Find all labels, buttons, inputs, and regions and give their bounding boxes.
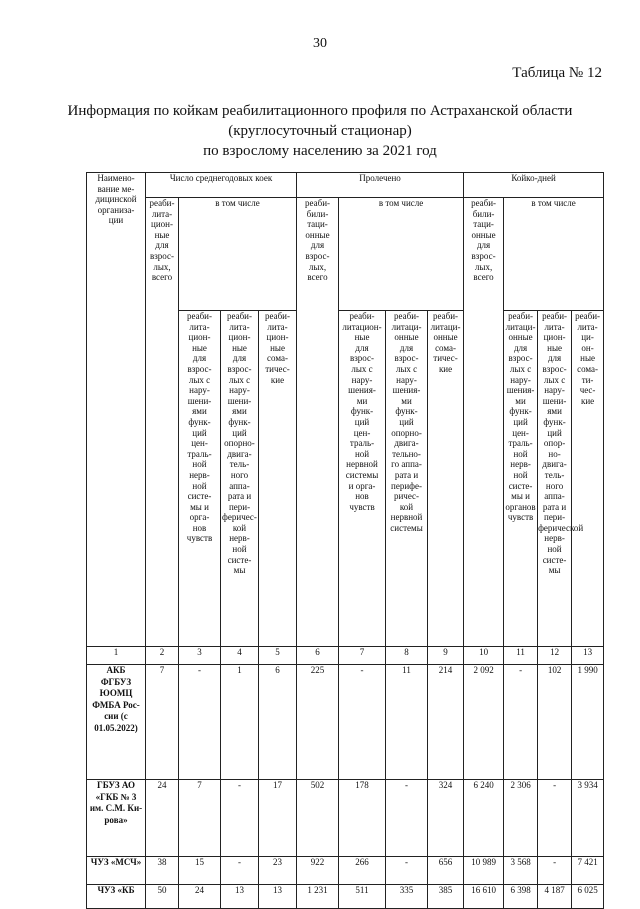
text-line: Наимено- xyxy=(97,173,135,183)
cell-value: 23 xyxy=(259,857,297,885)
cell-value: 24 xyxy=(179,885,221,909)
text-line: взрос- xyxy=(305,250,330,261)
cell-value: - xyxy=(538,857,572,885)
text-line: цион- xyxy=(543,332,566,343)
text-line: тaци- xyxy=(307,219,328,230)
bed-days-total-header xyxy=(464,198,504,647)
cell-value: 7 421 xyxy=(572,857,604,885)
text-line: тичес- xyxy=(265,363,290,374)
text-line: для xyxy=(476,240,491,251)
beds-musculoskeletal-header xyxy=(221,311,259,647)
text-line: функ- xyxy=(228,416,251,427)
text-line: мы и xyxy=(511,491,530,502)
cell-value: 15 xyxy=(179,857,221,885)
text-line: траль- xyxy=(508,438,533,449)
text-line: аппа- xyxy=(544,491,565,502)
text-line: «ГКБ № 3 xyxy=(95,791,137,802)
text-line: вание ме- xyxy=(97,183,135,194)
text-line: взрос- xyxy=(227,363,252,374)
text-line: литa- xyxy=(267,321,288,332)
treated-musculoskeletal-header xyxy=(386,311,428,647)
text-line: ции xyxy=(108,215,124,226)
text-line: всего xyxy=(473,272,494,283)
text-line: ти- xyxy=(581,374,594,385)
text-line: чес- xyxy=(579,385,596,396)
cell-value: 10 989 xyxy=(464,857,504,885)
text-line: нервной xyxy=(390,512,423,523)
cell-value: 656 xyxy=(428,857,464,885)
column-number: 1 xyxy=(87,647,146,665)
cell-value: 3 934 xyxy=(572,780,604,857)
text-line: реаби- xyxy=(542,311,568,321)
text-line: тичес- xyxy=(433,353,458,364)
text-line: ной xyxy=(513,448,528,459)
text-line: нерв- xyxy=(510,459,531,470)
text-line: шени- xyxy=(187,395,212,406)
text-line: нару- xyxy=(510,374,531,385)
text-line: лых с xyxy=(509,363,532,374)
text-line: литaци- xyxy=(430,321,461,332)
group-header-bed-days: Койко-дней xyxy=(464,173,604,198)
text-line: литaци- xyxy=(391,321,422,332)
text-line: тельно- xyxy=(392,448,421,459)
table-row xyxy=(87,857,604,885)
text-line: нару- xyxy=(396,374,417,385)
cell-value: 922 xyxy=(297,857,339,885)
table-row xyxy=(87,780,604,857)
text-line: ций xyxy=(232,427,247,438)
text-line: цион- xyxy=(151,219,173,230)
text-line: системы xyxy=(390,522,423,533)
text-line: взрос- xyxy=(471,250,496,261)
text-line: реаби- xyxy=(575,311,601,321)
text-line: лых с xyxy=(543,374,566,385)
text-line: для xyxy=(513,342,528,353)
cell-value: 1 231 xyxy=(297,885,339,909)
text-line: аппа- xyxy=(229,480,250,491)
beds-cns-header xyxy=(179,311,221,647)
text-line: взрос- xyxy=(394,353,419,364)
cell-value: 102 xyxy=(538,665,572,780)
text-line: опорно- xyxy=(224,438,255,449)
text-line: кие xyxy=(438,363,453,374)
column-number: 9 xyxy=(428,647,464,665)
cell-value: 2 092 xyxy=(464,665,504,780)
text-line: функ- xyxy=(395,406,418,417)
title-line: (круглосуточный стационар) xyxy=(228,123,412,139)
text-line: шения- xyxy=(348,385,376,396)
text-line: двига- xyxy=(227,448,252,459)
text-line: ной xyxy=(232,544,247,555)
treated-total-header xyxy=(297,198,339,647)
text-line: цион- xyxy=(228,332,251,343)
text-line: мы xyxy=(233,565,246,576)
text-line: феричес- xyxy=(222,512,257,523)
text-line: литa- xyxy=(577,321,598,332)
text-line: ями xyxy=(547,406,562,417)
text-line: ные xyxy=(192,342,207,353)
table-row xyxy=(87,665,604,780)
text-line: лых, xyxy=(308,261,327,272)
cell-value: 335 xyxy=(386,885,428,909)
text-line: взрос- xyxy=(187,363,212,374)
text-line: литa- xyxy=(151,208,173,219)
column-number: 11 xyxy=(504,647,538,665)
text-line: литa- xyxy=(544,321,565,332)
text-line: ми xyxy=(356,395,368,406)
text-line: го аппа- xyxy=(391,459,422,470)
text-line: шения- xyxy=(506,385,535,396)
text-line: ричес- xyxy=(393,491,420,502)
text-line: чувств xyxy=(507,512,534,523)
cell-value: 38 xyxy=(146,857,179,885)
cell-value: - xyxy=(221,857,259,885)
cell-value: - xyxy=(386,780,428,857)
cell-value: 1 990 xyxy=(572,665,604,780)
text-line: АКБ xyxy=(106,665,126,675)
cell-value: 385 xyxy=(428,885,464,909)
text-line: и орга- xyxy=(348,480,376,491)
treated-somatic-header xyxy=(428,311,464,647)
text-line: 01.05.2022) xyxy=(94,722,138,733)
bed-days-somatic-header xyxy=(572,311,604,647)
text-line: ные xyxy=(270,342,285,353)
page-number: 30 xyxy=(313,36,327,51)
cell-value: 2 306 xyxy=(504,780,538,857)
cell-value: - xyxy=(179,665,221,780)
text-line: рата и xyxy=(394,469,419,480)
cell-value: 24 xyxy=(146,780,179,857)
text-line: нов xyxy=(355,491,369,502)
text-line: шени- xyxy=(542,395,567,406)
column-number: 8 xyxy=(386,647,428,665)
text-line: били- xyxy=(472,208,495,219)
text-line: органов xyxy=(505,501,536,512)
text-line: ций xyxy=(513,416,528,427)
cell-value: 4 187 xyxy=(538,885,572,909)
text-line: нару- xyxy=(189,385,210,396)
org-column-header xyxy=(87,173,146,647)
text-line: для xyxy=(547,353,562,364)
org-name: ЧУЗ «КБ xyxy=(87,885,146,909)
text-line: онные xyxy=(305,229,330,240)
text-line: онные xyxy=(471,229,496,240)
text-line: всего xyxy=(307,272,328,283)
text-line: реаби- xyxy=(149,198,175,208)
cell-value: 16 610 xyxy=(464,885,504,909)
text-line: цен- xyxy=(191,438,208,449)
text-line: им. С.М. Ки- xyxy=(89,803,143,813)
text-line: траль- xyxy=(187,448,212,459)
column-number: 13 xyxy=(572,647,604,665)
text-line: нару- xyxy=(351,374,373,385)
text-line: нерв- xyxy=(544,533,565,544)
text-line: системы xyxy=(345,469,379,480)
text-line: таци- xyxy=(473,219,494,230)
text-line: ной xyxy=(354,448,370,459)
org-name xyxy=(87,780,146,857)
cell-value: 502 xyxy=(297,780,339,857)
text-line: двига- xyxy=(394,438,419,449)
text-line: шени- xyxy=(227,395,252,406)
cell-value: 266 xyxy=(339,857,386,885)
text-line: ные xyxy=(354,332,370,343)
text-line: ные xyxy=(232,342,247,353)
text-line: ями xyxy=(192,406,207,417)
group-header-beds: Число среднегодовых коек xyxy=(146,173,297,198)
cell-value: 6 xyxy=(259,665,297,780)
text-line: ЮОМЦ xyxy=(99,688,133,698)
bed-days-in-total-header: в том числе xyxy=(504,198,604,311)
text-line: цион- xyxy=(188,332,211,343)
cell-value: - xyxy=(339,665,386,780)
rehab-beds-table xyxy=(86,172,604,909)
cell-value: 7 xyxy=(179,780,221,857)
text-line: ми xyxy=(401,395,412,406)
text-line: онные xyxy=(508,332,533,343)
text-line: литaци- xyxy=(505,321,536,332)
text-line: онные xyxy=(394,332,419,343)
treated-in-total-header: в том числе xyxy=(339,198,464,311)
cell-value: 511 xyxy=(339,885,386,909)
text-line: чувств xyxy=(349,501,375,512)
text-line: ной xyxy=(192,459,207,470)
column-number: 10 xyxy=(464,647,504,665)
column-numbers-row xyxy=(87,647,604,665)
text-line: ные xyxy=(154,229,170,240)
text-line: шения- xyxy=(392,385,421,396)
text-line: орга- xyxy=(189,512,210,523)
text-line: опорно- xyxy=(391,427,422,438)
column-number: 12 xyxy=(538,647,572,665)
text-line: цен- xyxy=(512,427,529,438)
text-line: для xyxy=(192,353,207,364)
text-line: сома- xyxy=(267,353,288,364)
text-line: нару- xyxy=(544,385,565,396)
text-line: для xyxy=(399,342,414,353)
text-line: ной xyxy=(513,469,528,480)
text-line: ного xyxy=(545,480,564,491)
cell-value: 6 398 xyxy=(504,885,538,909)
text-line: рова» xyxy=(104,814,128,825)
text-line: лых, xyxy=(474,261,493,272)
group-header-treated: Пролечено xyxy=(297,173,464,198)
title-line: Информация по койкам реабилитационного профиля по Астраханской области xyxy=(67,103,573,119)
text-line: кой xyxy=(399,501,414,512)
cell-value: 178 xyxy=(339,780,386,857)
text-line: систе- xyxy=(542,554,567,565)
text-line: для xyxy=(355,342,369,353)
text-line: ций xyxy=(547,427,562,438)
text-line: кие xyxy=(580,395,595,406)
cell-value: - xyxy=(386,857,428,885)
text-line: ферической xyxy=(538,522,584,533)
text-line: ций xyxy=(354,416,370,427)
text-line: функ- xyxy=(188,416,211,427)
cell-value: 17 xyxy=(259,780,297,857)
text-line: ФГБУЗ xyxy=(100,676,132,687)
text-line: лых, xyxy=(153,261,171,272)
text-line: тель- xyxy=(229,459,250,470)
text-line: функ- xyxy=(543,416,566,427)
cell-value: 11 xyxy=(386,665,428,780)
cell-value: 1 xyxy=(221,665,259,780)
text-line: реаби- xyxy=(349,311,375,321)
cell-value: 50 xyxy=(146,885,179,909)
text-line: ций xyxy=(399,416,414,427)
text-line: организа- xyxy=(97,204,135,215)
text-line: чувств xyxy=(186,533,213,544)
text-line: для xyxy=(155,240,169,251)
bed-days-musculoskeletal-header xyxy=(538,311,584,647)
text-line: реаби- xyxy=(471,198,497,208)
beds-total-header xyxy=(146,198,179,647)
text-line: реаби- xyxy=(508,311,534,321)
bed-days-cns-header xyxy=(504,311,538,647)
text-line: рата и xyxy=(227,491,252,502)
cell-value: 6 240 xyxy=(464,780,504,857)
text-line: пери- xyxy=(228,501,251,512)
text-line: рата и xyxy=(542,501,567,512)
text-line: дицинской xyxy=(95,194,137,205)
org-name xyxy=(87,665,146,780)
cell-value: 6 025 xyxy=(572,885,604,909)
text-line: реаби- xyxy=(187,311,212,321)
text-line: опор- xyxy=(543,438,566,449)
beds-in-total-header: в том числе xyxy=(179,198,297,311)
cell-value: 214 xyxy=(428,665,464,780)
cell-value: 225 xyxy=(297,665,339,780)
text-line: перифе- xyxy=(391,480,422,491)
cell-value: 7 xyxy=(146,665,179,780)
text-line: ми xyxy=(515,395,526,406)
text-line: систе- xyxy=(187,491,212,502)
text-line: он- xyxy=(581,342,594,353)
text-line: цен- xyxy=(353,427,371,438)
text-line: ями xyxy=(232,406,247,417)
column-number: 5 xyxy=(259,647,297,665)
column-number: 6 xyxy=(297,647,339,665)
text-line: литa- xyxy=(189,321,210,332)
text-line: мы и xyxy=(190,501,209,512)
document-title xyxy=(60,101,580,161)
text-line: сии (с xyxy=(104,711,128,721)
text-line: реаби- xyxy=(433,311,459,321)
text-line: цион- xyxy=(266,332,289,343)
column-number: 4 xyxy=(221,647,259,665)
text-line: нерв- xyxy=(189,469,210,480)
text-line: лых с xyxy=(351,363,373,374)
text-line: ций xyxy=(192,427,207,438)
text-line: взрос- xyxy=(508,353,533,364)
beds-somatic-header xyxy=(259,311,297,647)
text-line: сома- xyxy=(577,363,599,374)
text-line: реаби- xyxy=(265,311,290,321)
title-line: по взрослому населению за 2021 год xyxy=(203,143,437,159)
text-line: но- xyxy=(548,448,561,459)
cell-value: - xyxy=(504,665,538,780)
text-line: ной xyxy=(547,544,562,555)
treated-cns-header xyxy=(339,311,386,647)
column-number: 7 xyxy=(339,647,386,665)
text-line: реаби- xyxy=(305,198,331,208)
text-line: нов xyxy=(192,522,207,533)
text-line: литaцион- xyxy=(342,321,382,332)
text-line: взрос- xyxy=(149,250,175,261)
text-line: взрос- xyxy=(542,363,567,374)
text-line: нару- xyxy=(229,385,250,396)
text-line: для xyxy=(310,240,325,251)
text-line: взрос- xyxy=(350,353,375,364)
text-line: кой xyxy=(232,522,247,533)
text-line: били- xyxy=(306,208,329,219)
text-line: пери- xyxy=(544,512,566,523)
text-line: мы xyxy=(548,565,561,576)
text-line: функ- xyxy=(509,406,532,417)
text-line: сома- xyxy=(435,342,457,353)
text-line: для xyxy=(232,353,247,364)
text-line: двига- xyxy=(542,459,567,470)
text-line: систе- xyxy=(227,554,252,565)
text-line: лых с xyxy=(228,374,251,385)
cell-value: 324 xyxy=(428,780,464,857)
text-line: ные xyxy=(547,342,562,353)
text-line: ной xyxy=(192,480,207,491)
org-name: ЧУЗ «МСЧ» xyxy=(87,857,146,885)
text-line: нерв- xyxy=(229,533,250,544)
column-number: 3 xyxy=(179,647,221,665)
text-line: тель- xyxy=(544,469,565,480)
text-line: траль- xyxy=(349,438,375,449)
cell-value: 13 xyxy=(221,885,259,909)
cell-value: 13 xyxy=(259,885,297,909)
text-line: литa- xyxy=(229,321,250,332)
text-line: ного xyxy=(230,469,249,480)
text-line: реаби- xyxy=(227,311,252,321)
text-line: ГБУЗ АО xyxy=(97,780,135,790)
cell-value: 3 568 xyxy=(504,857,538,885)
cell-value: - xyxy=(538,780,572,857)
column-number: 2 xyxy=(146,647,179,665)
text-line: ные xyxy=(580,353,595,364)
text-line: реаби- xyxy=(394,311,420,321)
text-line: нервной xyxy=(346,459,378,470)
text-line: лых с xyxy=(395,363,418,374)
text-line: ФМБА Рос- xyxy=(92,699,140,710)
table-label: Таблица № 12 xyxy=(512,65,602,81)
text-line: онные xyxy=(433,332,458,343)
text-line: кие xyxy=(270,374,285,385)
text-line: систе- xyxy=(508,480,533,491)
text-line: функ- xyxy=(350,406,374,417)
text-line: всего xyxy=(151,272,173,283)
text-line: лых с xyxy=(188,374,211,385)
table-row xyxy=(87,885,604,909)
text-line: ци- xyxy=(581,332,594,343)
cell-value: - xyxy=(221,780,259,857)
